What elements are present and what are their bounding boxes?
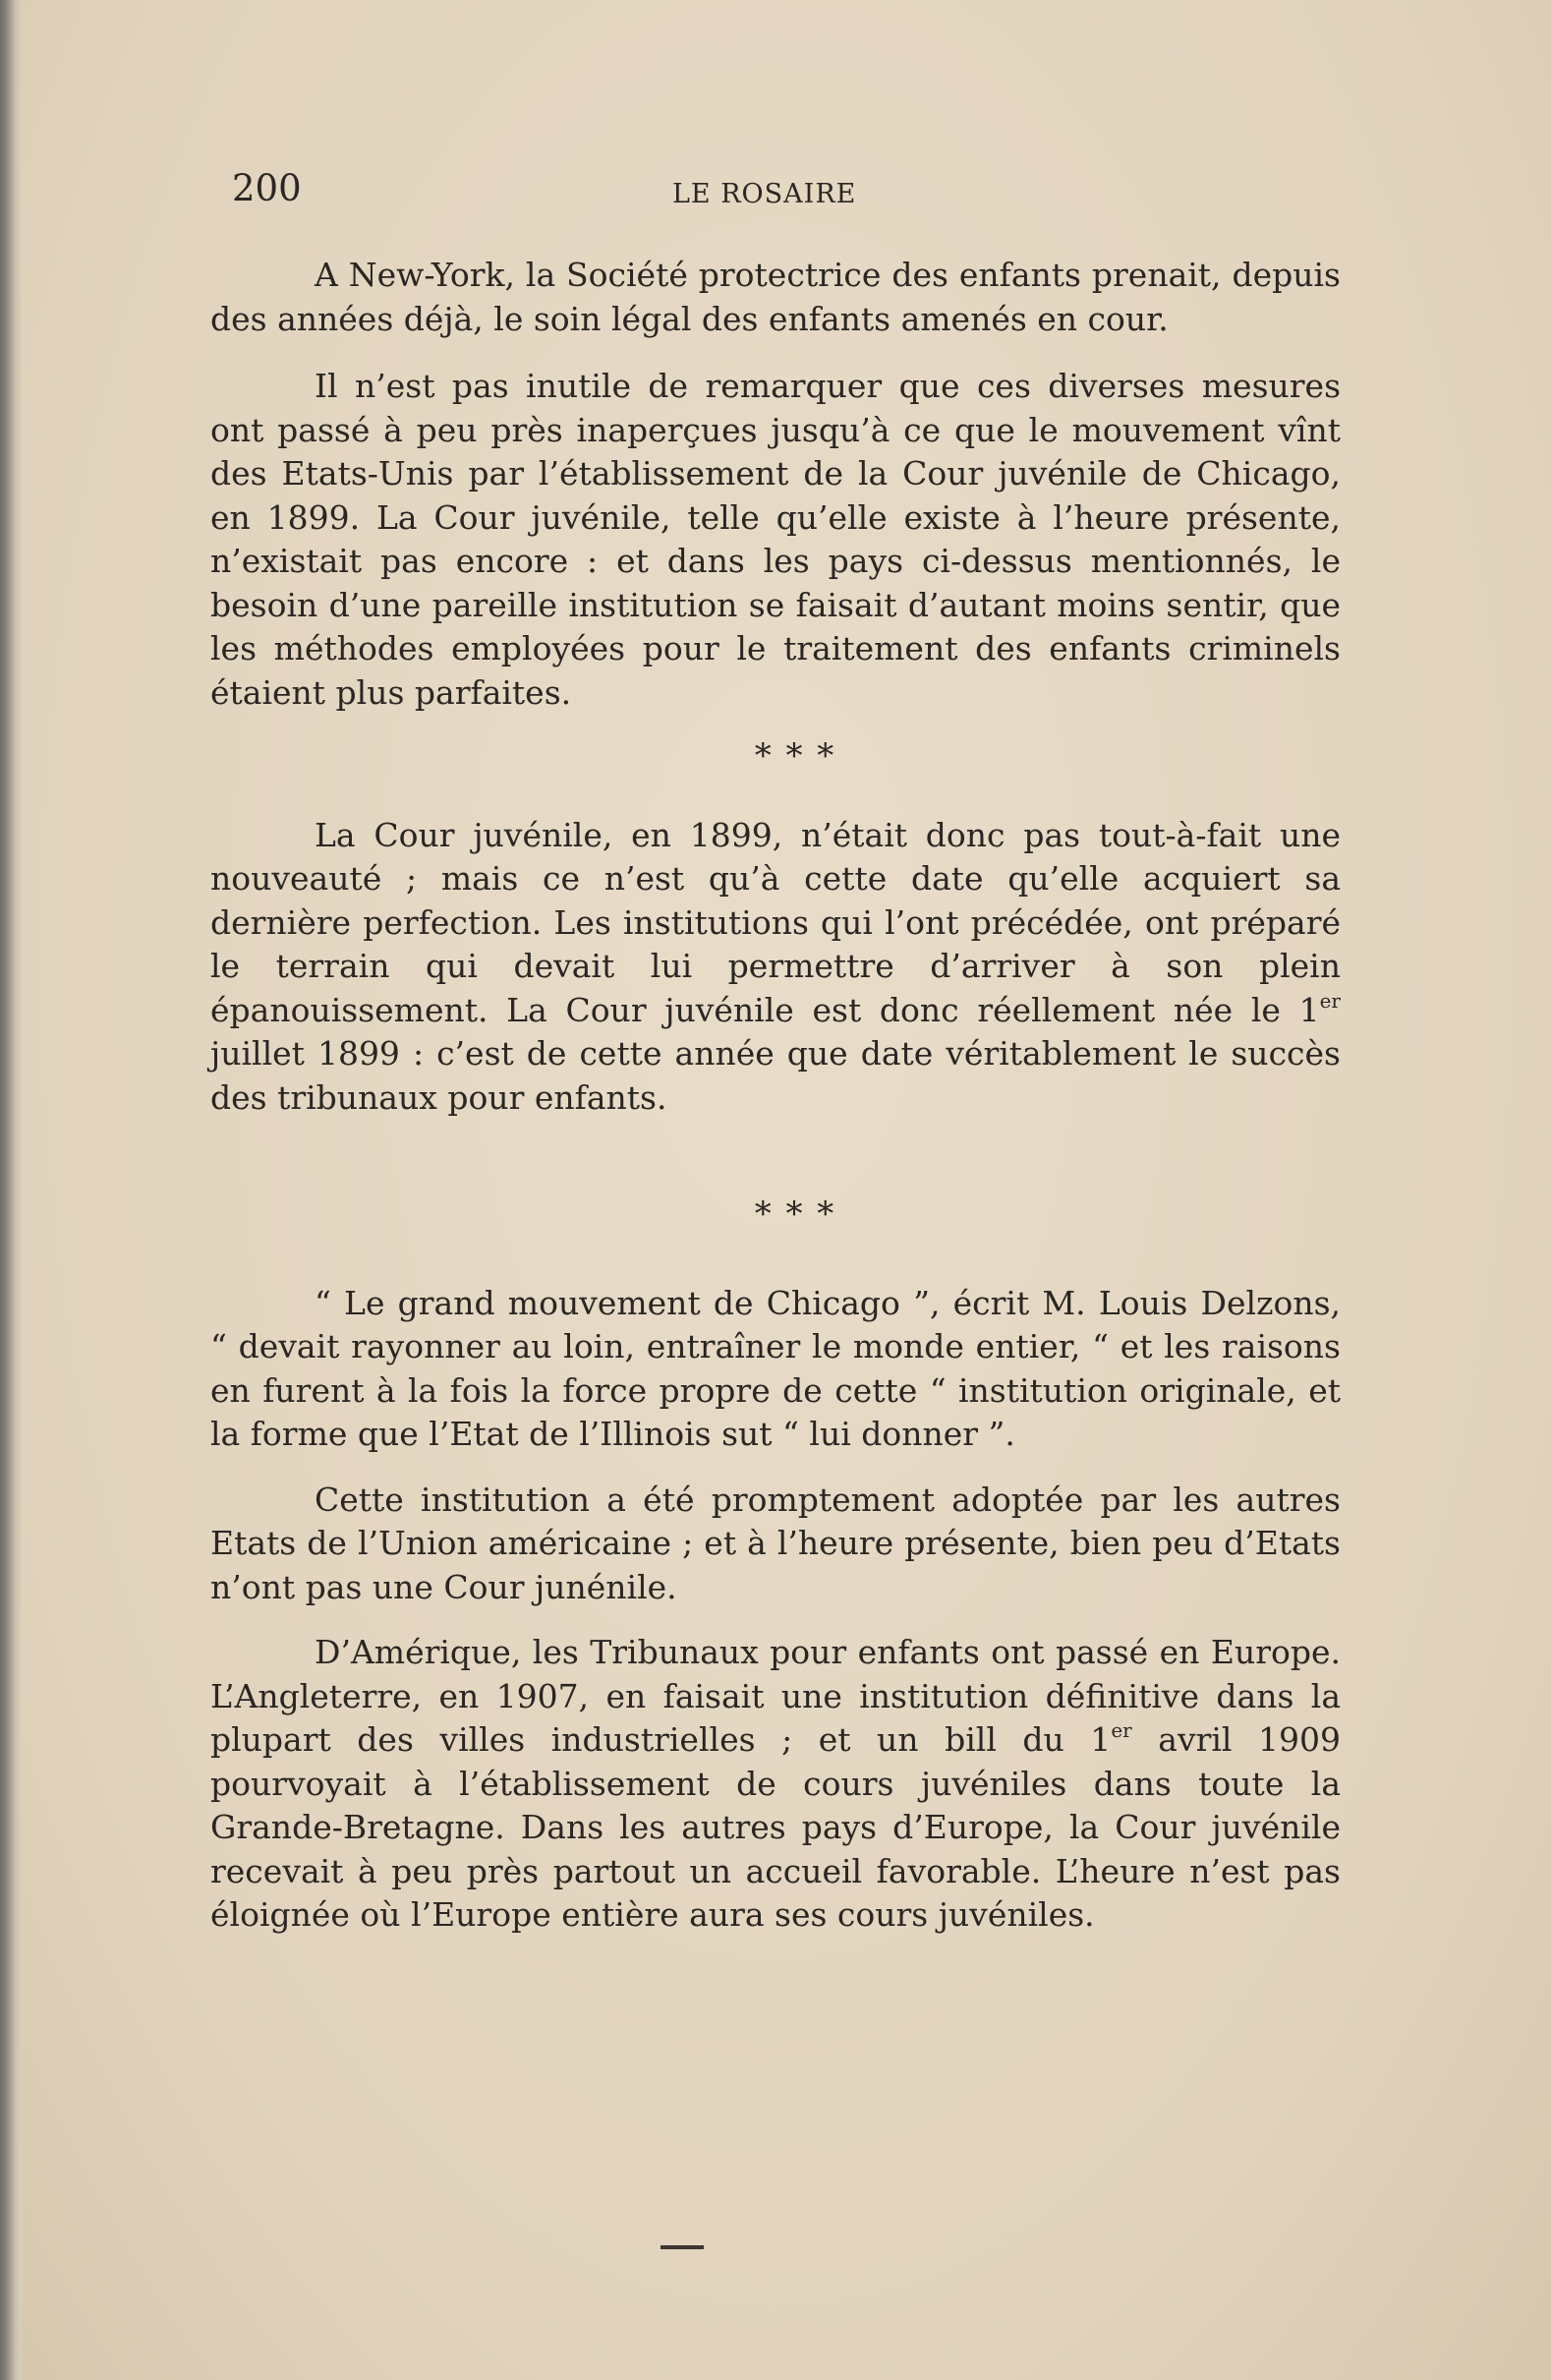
paragraph-europe-part-1: D’Amérique, les Tribunaux pour enfants ont passé en Europe. L’Angleterre, en 1907, en faisait une institution définitive dans la plupart des villes industrielles ; et un bill du 1 xyxy=(210,1633,1341,1759)
page-header xyxy=(232,167,1352,226)
paragraph-cour-juvenile xyxy=(210,814,1341,1121)
section-separator-2: * * * xyxy=(754,1194,836,1234)
paragraph-europe xyxy=(210,1631,1341,1938)
page-body xyxy=(210,254,1341,1938)
ordinal-suffix-2: er xyxy=(1111,1718,1132,1742)
paragraph-cour-juvenile-part-2: juillet 1899 : c’est de cette année que date véritablement le succès des tribunaux pour enfants. xyxy=(210,1034,1341,1117)
paragraph-delzons-quote: “ Le grand mouvement de Chicago ”, écrit M. Louis Delzons, “ devait rayonner au loin, entraîner le monde entier, “ et les raisons en furent à la fois la force propre de cette “ institution originale, et la forme que l’Etat de l’Illinois sut “ lui donner ”. xyxy=(210,1283,1341,1453)
paragraph-europe-part-2: avril 1909 pourvoyait à l’établissement de cours juvéniles dans toute la Grande-Bretagne. Dans les autres pays d’Europe, la Cour juvénile recevait à peu près partout un accueil favorable. L’heure n’est pas éloignée où l’Europe entière aura ses cours juvéniles. xyxy=(210,1720,1341,1934)
running-title: LE ROSAIRE xyxy=(672,179,857,209)
paragraph-adoption-usa: Cette institution a été promptement adoptée par les autres Etats de l’Union américaine ; et à l’heure présente, bien peu d’Etats n’ont pas une Cour junénile. xyxy=(210,1480,1341,1606)
book-binding-edge xyxy=(0,0,22,2380)
paragraph-new-york: A New-York, la Société protectrice des enfants prenait, depuis des années déjà, le soin légal des enfants amenés en cour. xyxy=(210,256,1341,338)
paragraph-cour-juvenile-part-1: La Cour juvénile, en 1899, n’était donc pas tout-à-fait une nouveauté ; mais ce n’est qu’à cette date qu’elle acquiert sa dernière perfection. Les institutions qui l’ont précédée, ont préparé le terrain qui devait lui permettre d’arriver à son plein épanouissement. La Cour juvénile est donc réellement née le 1 xyxy=(210,815,1341,1029)
section-separator-1: * * * xyxy=(754,736,836,776)
paragraph-chicago-1899: Il n’est pas inutile de remarquer que ces diverses mesures ont passé à peu près inaperçues jusqu’à ce que le mouvement vînt des Etats-Unis par l’établissement de la Cour juvénile de Chicago, en 1899. La Cour juvénile, telle qu’elle existe à l’heure présente, n’existait pas encore : et dans les pays ci-dessus mentionnés, le besoin d’une pareille institution se faisait d’autant moins sentir, que les méthodes employées pour le traitement des enfants criminels étaient plus parfaites. xyxy=(210,367,1341,712)
ordinal-suffix-1: er xyxy=(1319,988,1341,1013)
page-number: 200 xyxy=(232,167,302,209)
footer-dash-mark xyxy=(661,2245,704,2249)
